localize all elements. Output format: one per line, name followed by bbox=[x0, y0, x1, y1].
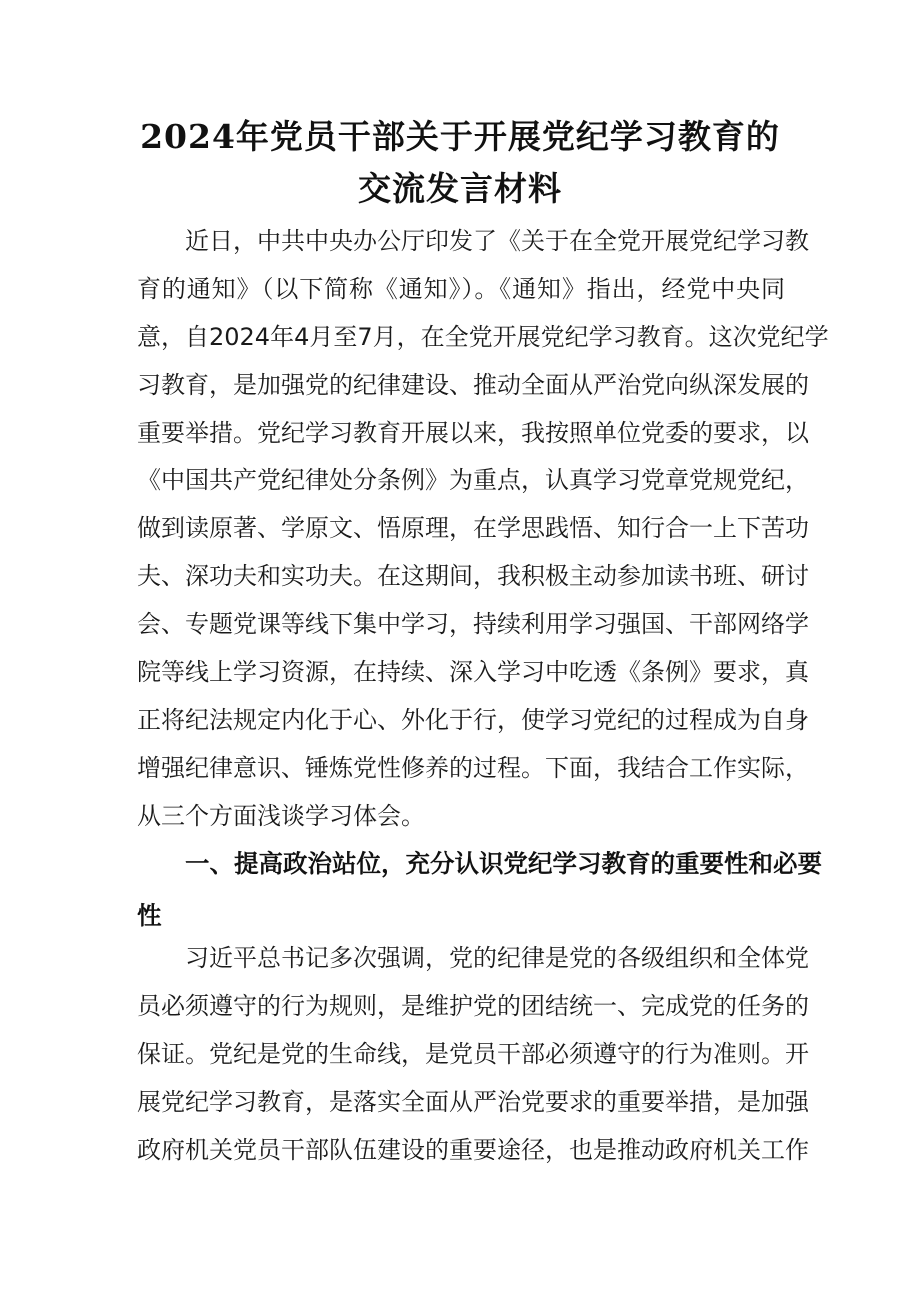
paragraph-line: 做到读原著、学原文、悟原理，在学思践悟、知行合一上下苦功 bbox=[137, 514, 809, 543]
heading-line: 性 bbox=[137, 901, 162, 930]
paragraph-line: 习教育，是加强党的纪律建设、推动全面从严治党向纵深发展的 bbox=[137, 370, 809, 399]
section-heading-1 bbox=[137, 838, 822, 942]
heading-line: 一、提高政治站位，充分认识党纪学习教育的重要性和必要 bbox=[185, 849, 822, 878]
intro-paragraph bbox=[137, 218, 829, 841]
paragraph-line: 正将纪法规定内化于心、外化于行，使学习党纪的过程成为自身 bbox=[137, 705, 809, 734]
paragraph-line: 会、专题党课等线下集中学习，持续利用学习强国、干部网络学 bbox=[137, 610, 809, 639]
paragraph-line: 保证。党纪是党的生命线，是党员干部必须遵守的行为准则。开 bbox=[137, 1039, 809, 1068]
paragraph-line: 从三个方面浅谈学习体会。 bbox=[137, 801, 425, 830]
paragraph-line: 院等线上学习资源，在持续、深入学习中吃透《条例》要求，真 bbox=[137, 658, 809, 687]
paragraph-line: 增强纪律意识、锤炼党性修养的过程。下面，我结合工作实际， bbox=[137, 753, 809, 782]
paragraph-line: 政府机关党员干部队伍建设的重要途径，也是推动政府机关工作 bbox=[137, 1135, 809, 1164]
paragraph-line: 意，自2024年4月至7月，在全党开展党纪学习教育。这次党纪学 bbox=[137, 322, 829, 351]
paragraph-line: 近日，中共中央办公厅印发了《关于在全党开展党纪学习教 bbox=[185, 227, 809, 255]
paragraph-line: 《中国共产党纪律处分条例》为重点，认真学习党章党规党纪， bbox=[137, 466, 809, 495]
section-1-paragraph bbox=[137, 935, 809, 1174]
document-title-line-1: 2024年党员干部关于开展党纪学习教育的 bbox=[140, 117, 780, 156]
document-title-line-2: 交流发言材料 bbox=[358, 169, 562, 208]
paragraph-line: 育的通知》（以下简称《通知》）。《通知》指出，经党中央同 bbox=[137, 274, 785, 303]
paragraph-line: 员必须遵守的行为规则，是维护党的团结统一、完成党的任务的 bbox=[137, 991, 809, 1020]
paragraph-line: 展党纪学习教育，是落实全面从严治党要求的重要举措，是加强 bbox=[137, 1087, 809, 1116]
paragraph-line: 夫、深功夫和实功夫。在这期间，我积极主动参加读书班、研讨 bbox=[137, 562, 809, 591]
paragraph-line: 重要举措。党纪学习教育开展以来，我按照单位党委的要求，以 bbox=[137, 418, 809, 447]
paragraph-line: 习近平总书记多次强调，党的纪律是党的各级组织和全体党 bbox=[185, 944, 809, 972]
